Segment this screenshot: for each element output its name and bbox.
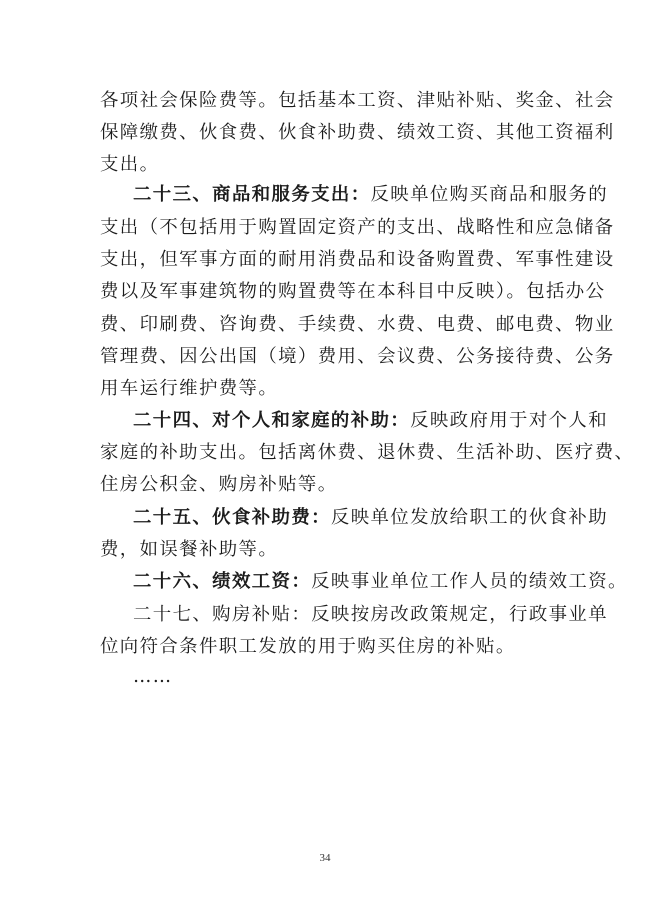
paragraph-line: 各项社会保险费等。包括基本工资、津贴补贴、奖金、社会	[100, 90, 615, 111]
section-heading: 二十六、绩效工资：	[133, 571, 312, 592]
paragraph-line: 用车运行维护费等。	[100, 378, 279, 399]
page-number: 34	[319, 852, 331, 864]
paragraph-first-line: 二十七、购房补贴：反映按房改政策规定，行政事业单	[133, 604, 608, 625]
section-heading: 二十四、对个人和家庭的补助：	[133, 410, 411, 431]
paragraph-line: 支出（不包括用于购置固定资产的支出、战略性和应急储备	[100, 217, 615, 238]
paragraph-text: 反映事业单位工作人员的绩效工资。	[311, 571, 628, 592]
paragraph-line: 保障缴费、伙食费、伙食补助费、绩效工资、其他工资福利	[100, 122, 615, 143]
paragraph-first-line	[133, 180, 608, 210]
paragraph-line: 支出，但军事方面的耐用消费品和设备购置费、军事性建设	[100, 249, 615, 270]
paragraph-line: 家庭的补助支出。包括离休费、退休费、生活补助、医疗费、	[100, 442, 635, 463]
paragraph-text: 反映单位发放给职工的伙食补助	[330, 507, 608, 528]
ellipsis: ……	[133, 666, 173, 687]
paragraph-line: 费、印刷费、咨询费、手续费、水费、电费、邮电费、物业	[100, 314, 615, 335]
paragraph-first-line	[133, 406, 608, 436]
paragraph-line: 支出。	[100, 154, 160, 175]
paragraph-text: 反映政府用于对个人和	[410, 410, 608, 431]
section-heading: 二十三、商品和服务支出：	[133, 184, 371, 205]
paragraph-text: 反映单位购买商品和服务的	[370, 184, 608, 205]
paragraph-first-line	[133, 567, 628, 597]
paragraph-line: 位向符合条件职工发放的用于购买住房的补贴。	[100, 636, 516, 657]
paragraph-line: 住房公积金、购房补贴等。	[100, 474, 338, 495]
paragraph-line: 管理费、因公出国（境）费用、会议费、公务接待费、公务	[100, 346, 615, 367]
paragraph-line: 费以及军事建筑物的购置费等在本科目中反映）。包括办公	[100, 281, 606, 302]
section-heading: 二十五、伙食补助费：	[133, 507, 331, 528]
paragraph-first-line	[133, 503, 608, 533]
paragraph-line: 费，如误餐补助等。	[100, 539, 279, 560]
